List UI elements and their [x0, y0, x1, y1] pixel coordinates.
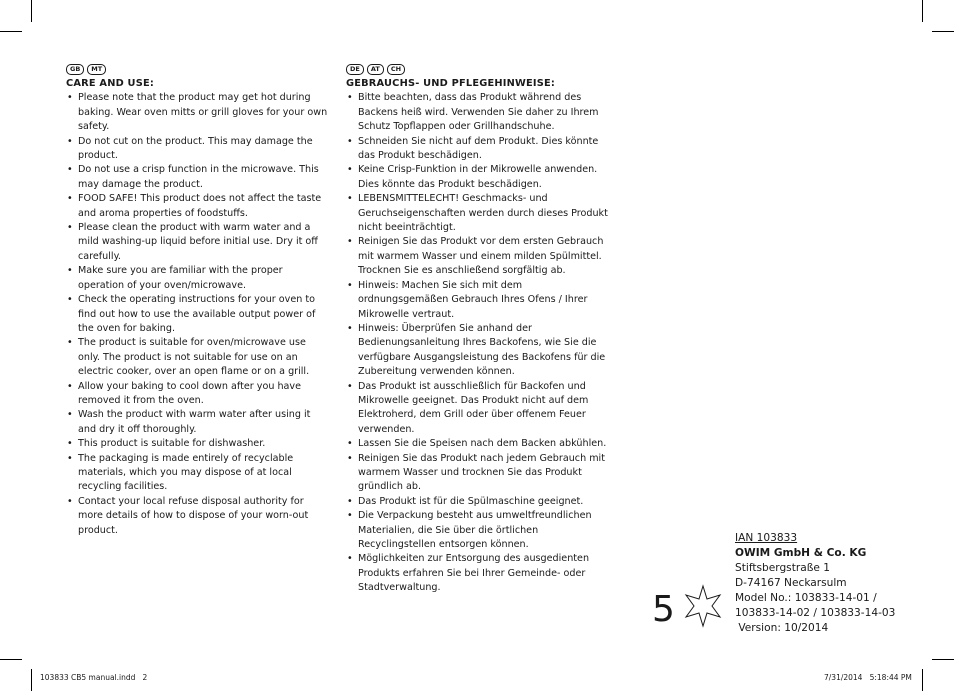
crop-mark — [0, 31, 22, 32]
list-item: • Hinweis: Überprüfen Sie anhand der Bedienungsanleitung Ihres Backofens, wie Sie die verfügbare Ausgangsleistung des Backofens für die Zubereitung verwenden können. — [346, 322, 610, 380]
list-item: • Make sure you are familiar with the proper operation of your oven/microwave. — [66, 264, 330, 293]
star-icon — [683, 584, 723, 628]
list-item: • Das Produkt ist für die Spülmaschine geeignet. — [346, 495, 610, 509]
list-item: • FOOD SAFE! This product does not affect the taste and aroma properties of foodstuffs. — [66, 192, 330, 221]
model-number-continued: 103833-14-02 / 103833-14-03 — [735, 607, 896, 619]
language-flags — [66, 64, 330, 75]
manufacturer-address — [735, 531, 895, 636]
crop-mark — [922, 0, 923, 22]
list-item: • Die Verpackung besteht aus umweltfreundlichen Materialien, die Sie über die örtlichen Recyclingstellen entsorgen können. — [346, 509, 610, 552]
list-item: • Do not use a crisp function in the microwave. This may damage the product. — [66, 163, 330, 192]
model-number: Model No.: 103833-14-01 / — [735, 592, 877, 604]
language-flags — [346, 64, 610, 75]
list-item: • The product is suitable for oven/microwave use only. The product is not suitable for use on an electric cooker, over an open flame or on a grill. — [66, 336, 330, 379]
list-item: • Please note that the product may get hot during baking. Wear oven mitts or grill gloves for your own safety. — [66, 91, 330, 134]
list-item: • Schneiden Sie nicht auf dem Produkt. Dies könnte das Produkt beschädigen. — [346, 135, 610, 164]
city: D-74167 Neckarsulm — [735, 577, 847, 589]
language-badge: CH — [387, 64, 405, 75]
list-item: • The packaging is made entirely of recyclable materials, which you may dispose of at local recycling facilities. — [66, 452, 330, 495]
list-item: • Reinigen Sie das Produkt nach jedem Gebrauch mit warmem Wasser und trocknen Sie das Produkt gründlich ab. — [346, 452, 610, 495]
language-badge: DE — [346, 64, 364, 75]
language-badge: MT — [87, 64, 106, 75]
crop-mark — [31, 0, 32, 22]
list-item: • Reinigen Sie das Produkt vor dem ersten Gebrauch mit warmem Wasser und einem milden Spülmittel. Trocknen Sie es anschließend sorgfältig ab. — [346, 235, 610, 278]
section-heading: GEBRAUCHS- UND PFLEGEHINWEISE: — [346, 78, 555, 89]
instructions-list — [66, 91, 330, 538]
version: Version: 10/2014 — [735, 622, 829, 634]
street: Stiftsbergstraße 1 — [735, 562, 830, 574]
language-badge: GB — [66, 64, 84, 75]
care-and-use-section — [66, 64, 330, 538]
page-number: 5 — [652, 589, 675, 630]
gebrauchshinweise-section — [346, 64, 610, 596]
crop-mark — [932, 659, 954, 660]
ian-number: IAN 103833 — [735, 532, 798, 544]
list-item: • Das Produkt ist ausschließlich für Backofen und Mikrowelle geeignet. Das Produkt nicht auf dem Elektroherd, dem Grill oder über offenem Feuer verwenden. — [346, 380, 610, 438]
instructions-list — [346, 91, 610, 595]
section-heading: CARE AND USE: — [66, 78, 154, 89]
list-item: • LEBENSMITTELECHT! Geschmacks- und Geruchseigenschaften werden durch dieses Produkt nicht beeinträchtigt. — [346, 192, 610, 235]
list-item: • Bitte beachten, dass das Produkt während des Backens heiß wird. Verwenden Sie daher zu Ihrem Schutz Topflappen oder Grillhandschuhe. — [346, 91, 610, 134]
list-item: • Hinweis: Machen Sie sich mit dem ordnungsgemäßen Gebrauch Ihres Ofens / Ihrer Mikrowelle vertraut. — [346, 279, 610, 322]
list-item: • Keine Crisp-Funktion in der Mikrowelle anwenden. Dies könnte das Produkt beschädigen. — [346, 163, 610, 192]
list-item: • Check the operating instructions for your oven to find out how to use the available output power of the oven for baking. — [66, 293, 330, 336]
list-item: • Do not cut on the product. This may damage the product. — [66, 135, 330, 164]
list-item: • Lassen Sie die Speisen nach dem Backen abkühlen. — [346, 437, 610, 451]
list-item: • Contact your local refuse disposal authority for more details of how to dispose of your worn-out product. — [66, 495, 330, 538]
crop-mark — [932, 31, 954, 32]
crop-mark — [31, 669, 32, 691]
list-item: • Möglichkeiten zur Entsorgung des ausgedienten Produkts erfahren Sie bei Ihrer Gemeinde- oder Stadtverwaltung. — [346, 552, 610, 595]
list-item: • Wash the product with warm water after using it and dry it off thoroughly. — [66, 408, 330, 437]
footer-filename: 103833 CB5 manual.indd 2 — [40, 673, 148, 682]
list-item: • This product is suitable for dishwasher. — [66, 437, 330, 451]
language-badge: AT — [367, 64, 384, 75]
list-item: • Please clean the product with warm water and a mild washing-up liquid before initial use. Dry it off carefully. — [66, 221, 330, 264]
footer-timestamp: 7/31/2014 5:18:44 PM — [824, 673, 912, 682]
crop-mark — [922, 669, 923, 691]
company-name: OWIM GmbH & Co. KG — [735, 547, 867, 559]
list-item: • Allow your baking to cool down after you have removed it from the oven. — [66, 380, 330, 409]
crop-mark — [0, 659, 22, 660]
